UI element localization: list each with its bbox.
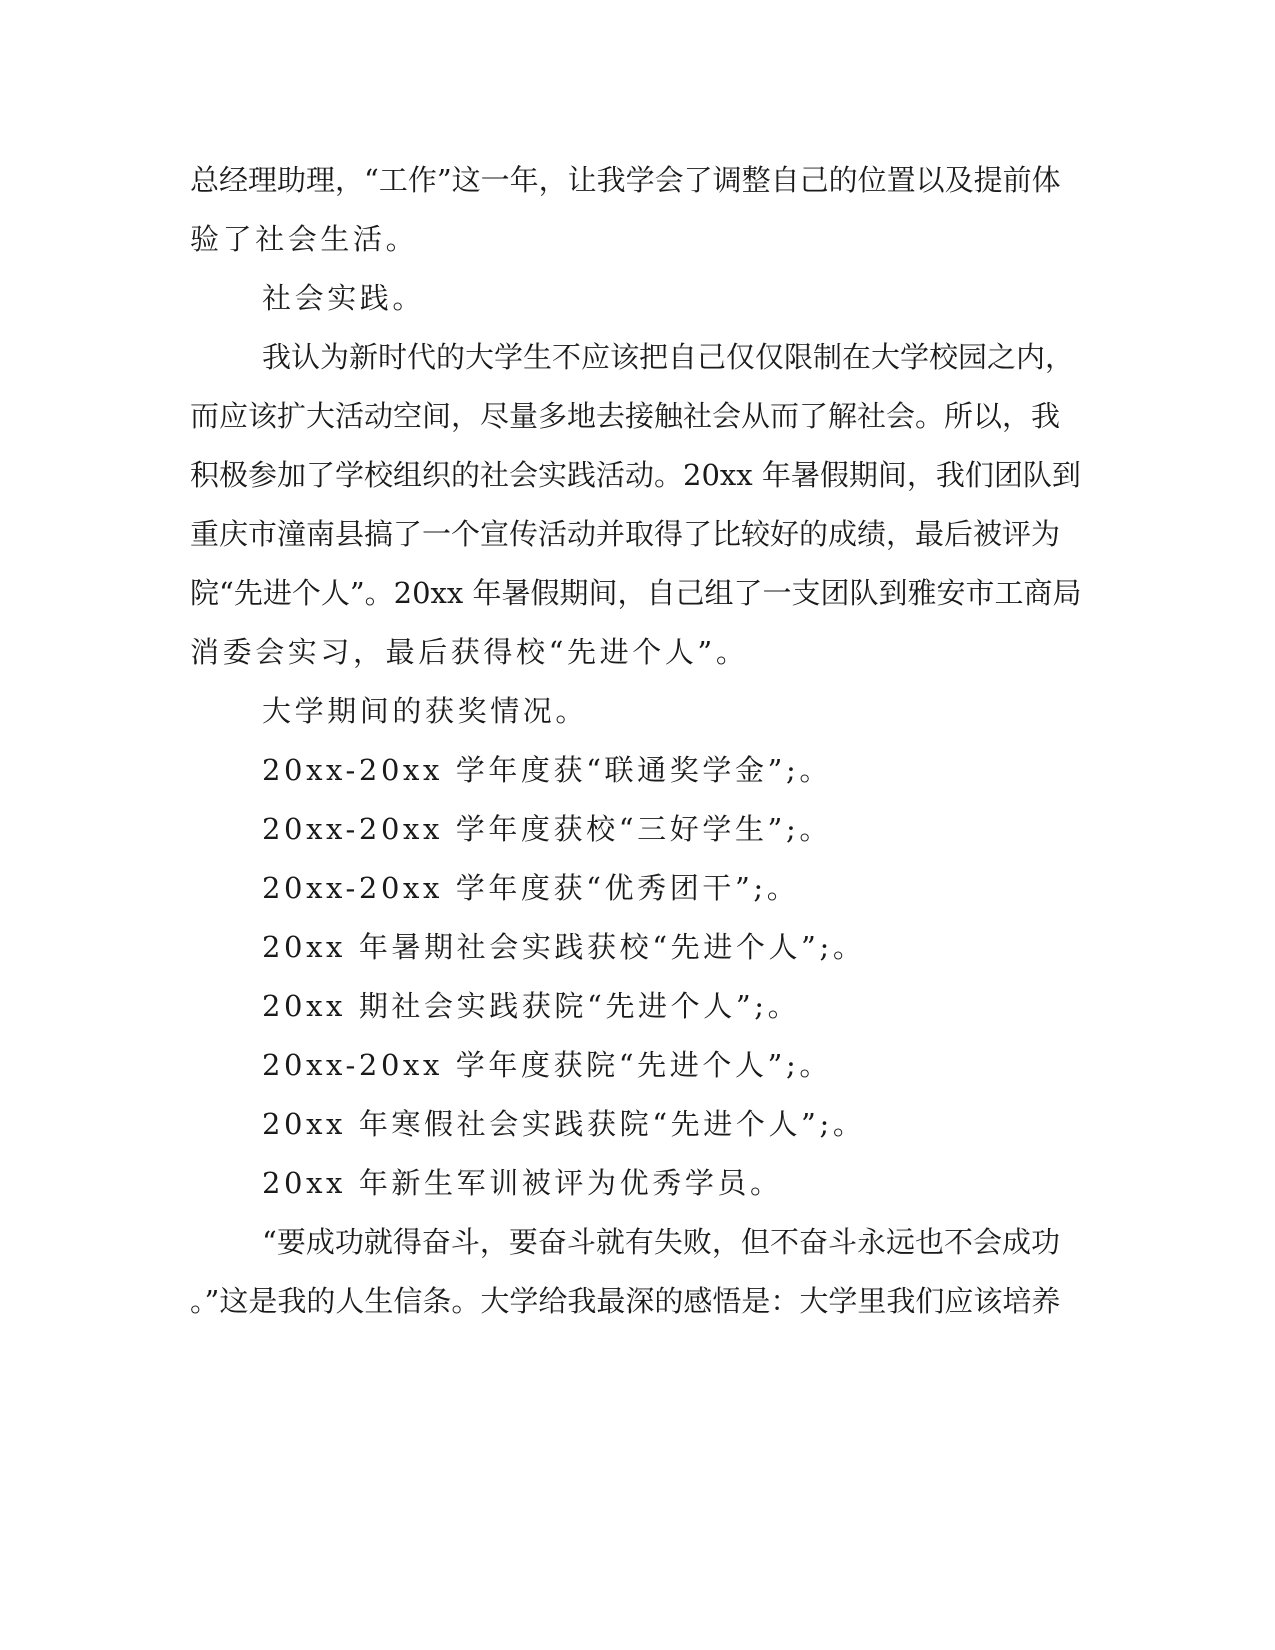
award-item: 20xx-20xx 学年度获“联通奖学金”;。 [262,753,832,787]
text-line: 验了社会生活。 [190,222,419,256]
text-line: 消委会实习，最后获得校“先进个人”。 [190,635,749,669]
award-item: 20xx-20xx 学年度获校“三好学生”;。 [262,812,832,846]
text-line: “要成功就得奋斗，要奋斗就有失败，但不奋斗永远也不会成功 [262,1225,1060,1259]
award-item: 20xx-20xx 学年度获院“先进个人”;。 [262,1048,832,1082]
text-line: 总经理助理，“工作”这一年，让我学会了调整自己的位置以及提前体 [190,163,1061,197]
text-line: 重庆市潼南县搞了一个宣传活动并取得了比较好的成绩，最后被评为 [190,517,1061,551]
award-item: 20xx 年暑期社会实践获校“先进个人”;。 [262,930,866,964]
text-line: 而应该扩大活动空间，尽量多地去接触社会从而了解社会。所以，我 [190,399,1061,433]
section-heading: 大学期间的获奖情况。 [262,694,589,728]
text-line: 院“先进个人”。20xx 年暑假期间，自己组了一支团队到雅安市工商局 [190,576,1082,610]
text-line: 积极参加了学校组织的社会实践活动。20xx 年暑假期间，我们团队到 [190,458,1081,492]
award-item: 20xx 期社会实践获院“先进个人”;。 [262,989,801,1023]
section-heading: 社会实践。 [262,281,426,315]
award-item: 20xx 年新生军训被评为优秀学员。 [262,1166,783,1200]
text-line: 。”这是我的人生信条。大学给我最深的感悟是：大学里我们应该培养 [190,1284,1061,1318]
award-item: 20xx-20xx 学年度获“优秀团干”;。 [262,871,800,905]
text-line: 我认为新时代的大学生不应该把自己仅仅限制在大学校园之内， [262,340,1075,374]
award-item: 20xx 年寒假社会实践获院“先进个人”;。 [262,1107,866,1141]
